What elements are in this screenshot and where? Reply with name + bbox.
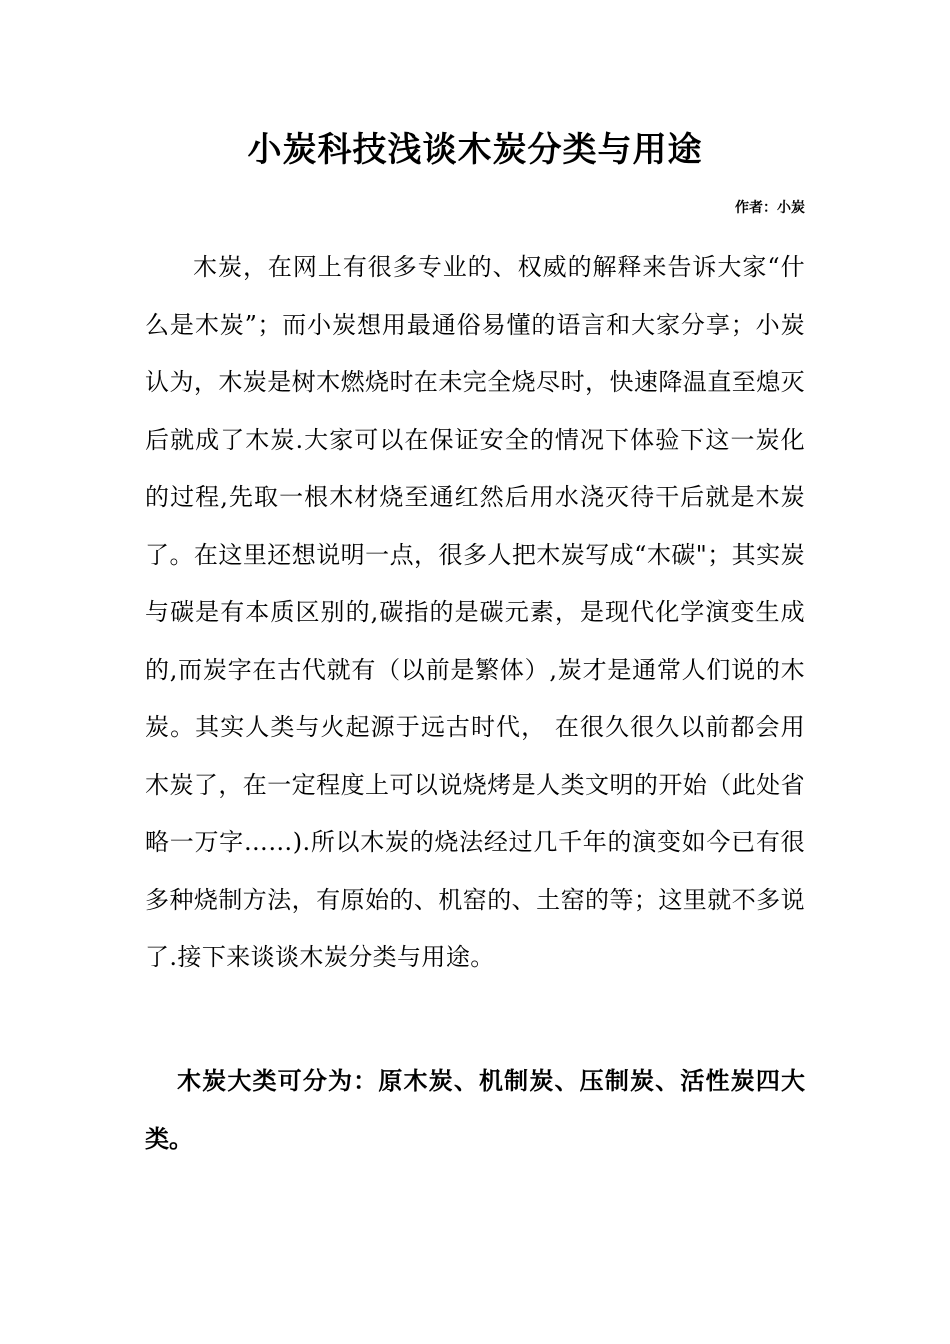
classification-heading: 木炭大类可分为：原木炭、机制炭、压制炭、活性炭四大类。 — [145, 1067, 805, 1153]
document-title: 小炭科技浅谈木炭分类与用途 — [247, 130, 703, 170]
author-line: 作者：小炭 — [735, 200, 805, 216]
body-paragraph: 木炭，在网上有很多专业的、权威的解释来告诉大家“什么是木炭”；而小炭想用最通俗易懂的语言和大家分享；小炭认为，木炭是树木燃烧时在未完全烧尽时，快速降温直至熄灭后就成了木炭.大家可以在保证安全的情况下体验下这一炭化的过程,先取一根木材烧至通红然后用水浇灭待干后就是木炭了。在这里还想说明一点，很多人把木炭写成“木碳"；其实炭与碳是有本质区别的,碳指的是碳元素，是现代化学演变生成的,而炭字在古代就有（以前是繁体）,炭才是通常人们说的木炭。其实人类与火起源于远古时代， 在很久很久以前都会用木炭了，在一定程度上可以说烧烤是人类文明的开始（此处省略一万字……).所以木炭的烧法经过几千年的演变如今已有很多种烧制方法，有原始的、机窑的、土窑的等；这里就不多说了.接下来谈谈木炭分类与用途。 — [145, 253, 805, 971]
